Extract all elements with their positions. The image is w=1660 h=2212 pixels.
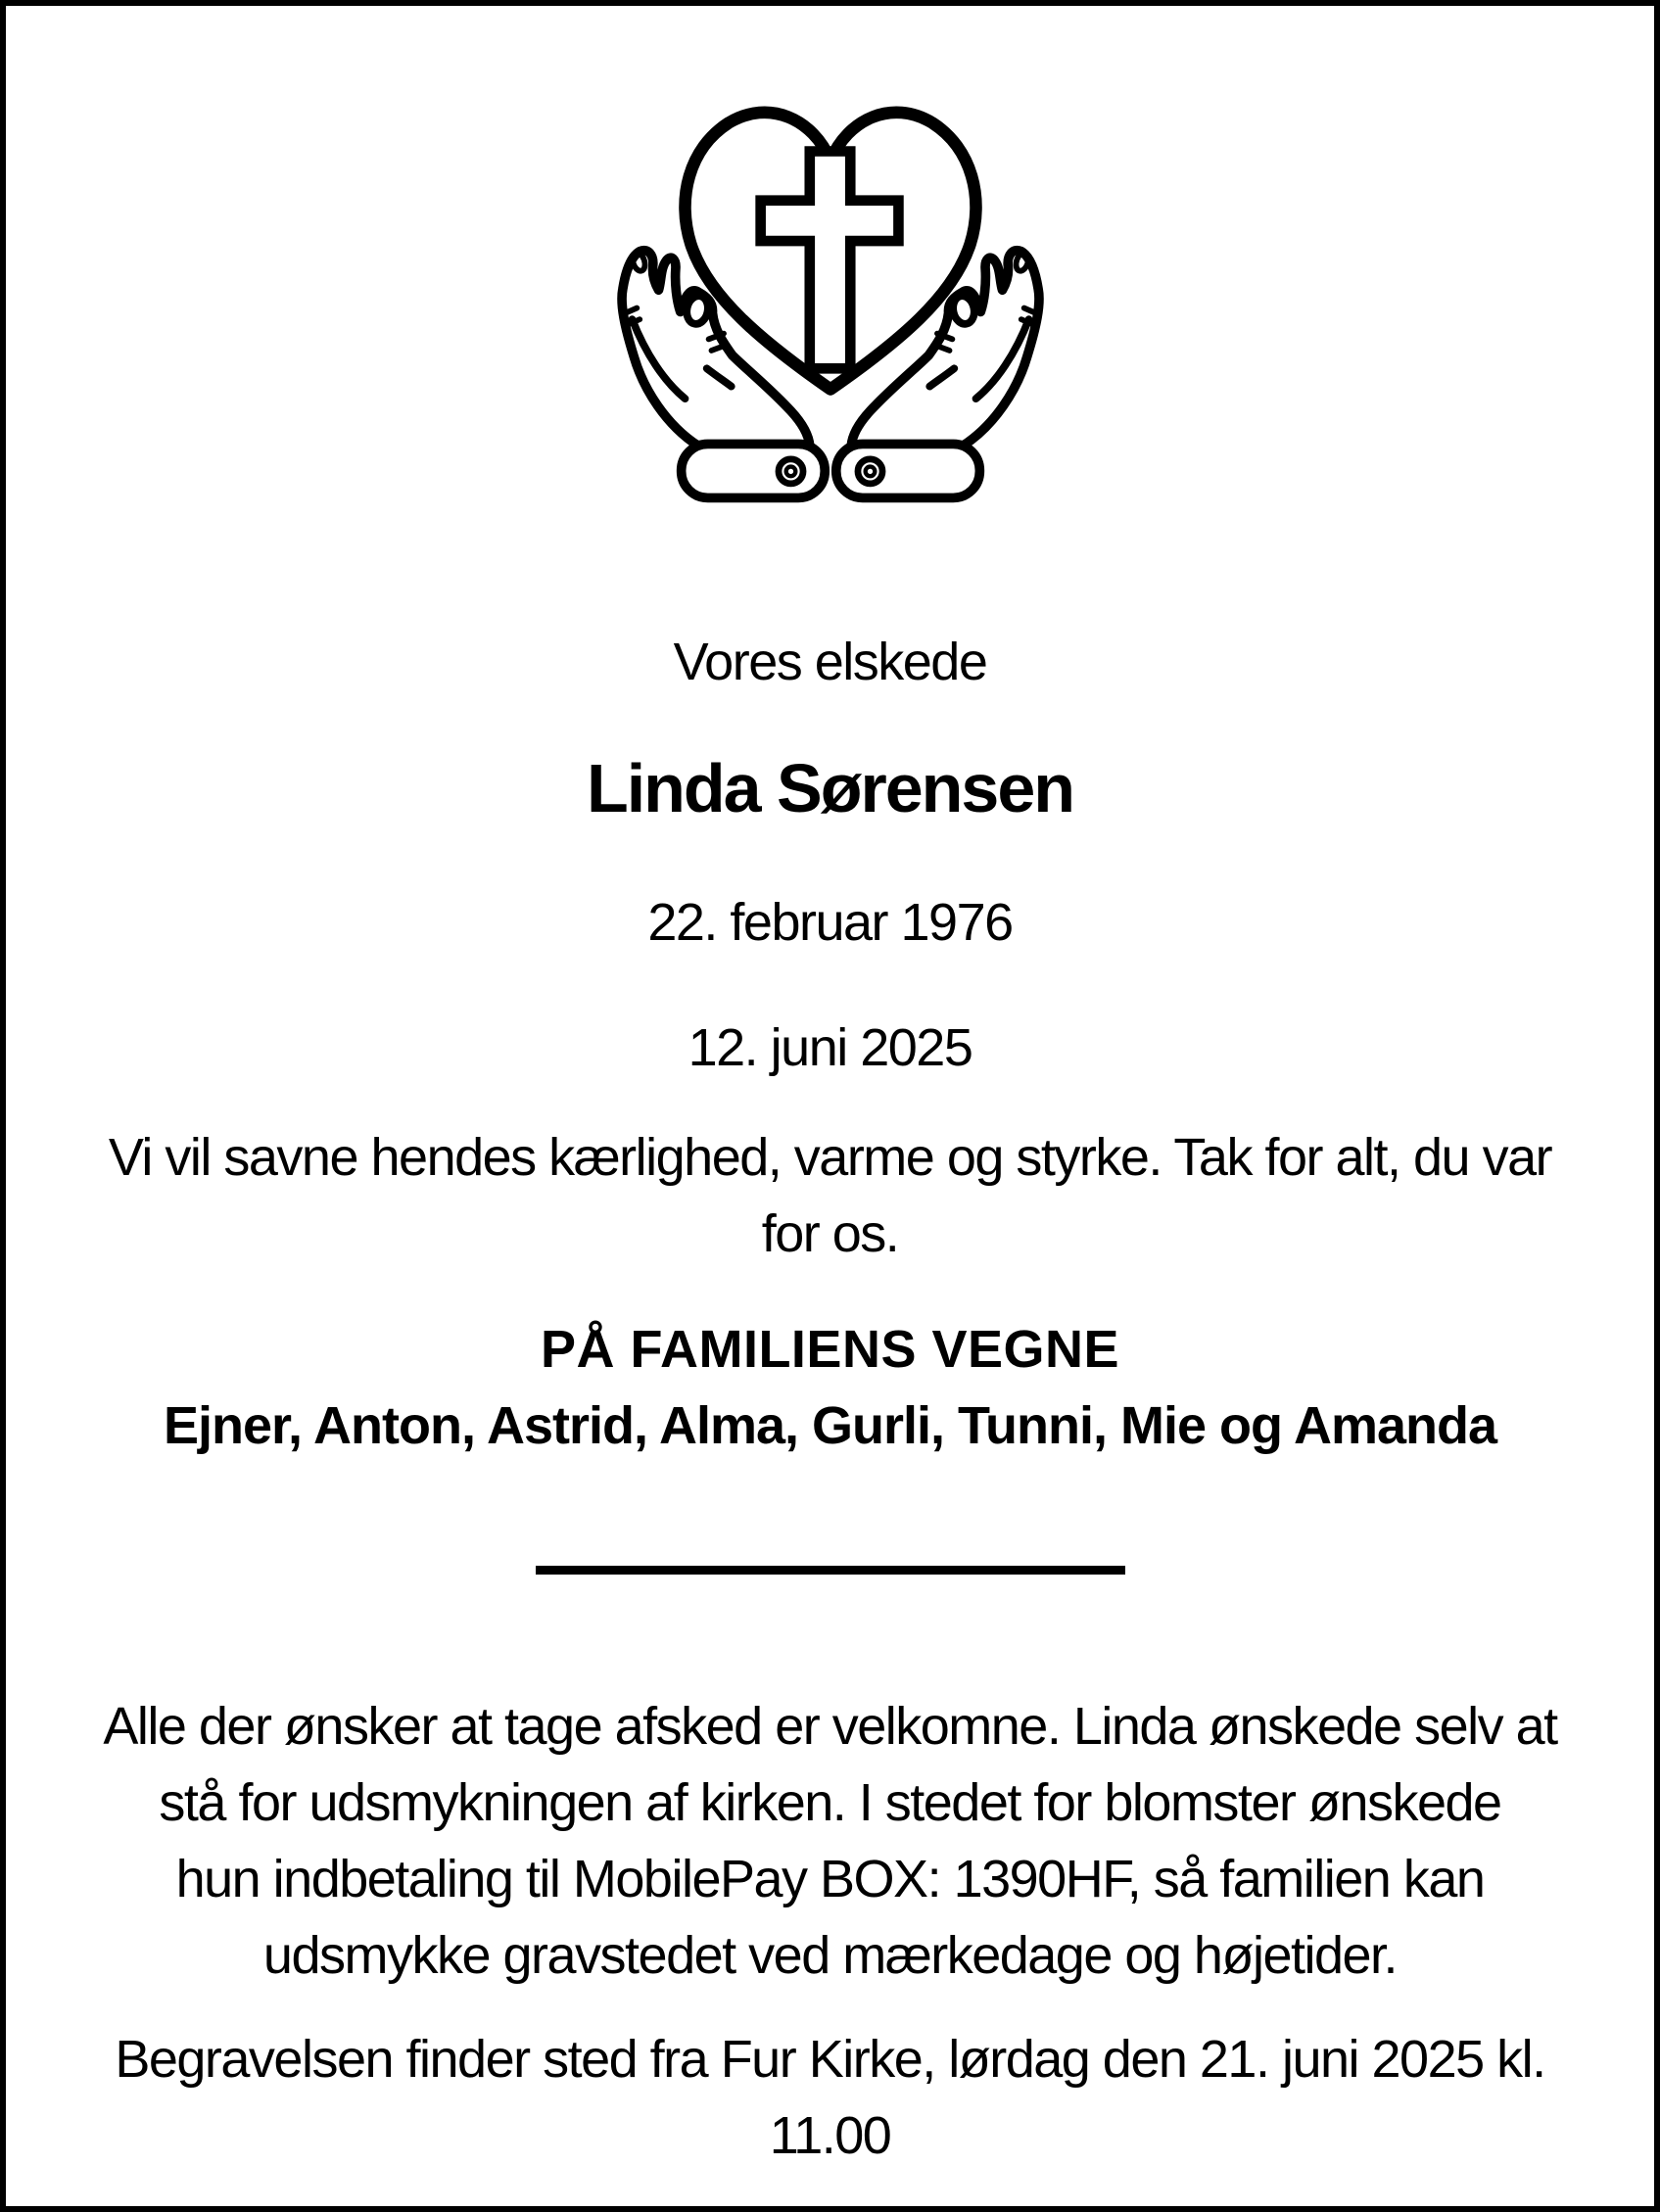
- deceased-name: Linda Sørensen: [586, 750, 1074, 826]
- family-heading: PÅ FAMILIENS VEGNE: [540, 1320, 1120, 1379]
- divider-line: [536, 1566, 1125, 1575]
- hands-holding-heart-cross-icon: [566, 57, 1095, 510]
- cross-shape: [760, 152, 898, 369]
- death-date: 12. juni 2025: [688, 1018, 972, 1077]
- family-names: Ejner, Anton, Astrid, Alma, Gurli, Tunni, Mie og Amanda: [163, 1396, 1497, 1455]
- funeral-details-text: Begravelsen finder sted fra Fur Kirke, lørdag den 21. juni 2025 kl. 11.00: [115, 2030, 1545, 2165]
- intro-line: Vores elskede: [673, 633, 987, 691]
- left-hand: [621, 251, 824, 498]
- right-hand: [835, 251, 1038, 498]
- ceremony-info-text: Alle der ønsker at tage afsked er velkomne. Linda ønskede selv at stå for udsmykningen af kirken. I stedet for blomster ønskede hun indbetaling til MobilePay BOX: 1390HF, så familien kan udsmykke gravstedet ved mærkedage og højetider.: [103, 1697, 1557, 1985]
- family-section: [164, 1311, 1496, 1464]
- tribute-text: Vi vil savne hendes kærlighed, varme og styrke. Tak for alt, du var for os.: [108, 1128, 1552, 1263]
- birth-date: 22. februar 1976: [647, 893, 1013, 952]
